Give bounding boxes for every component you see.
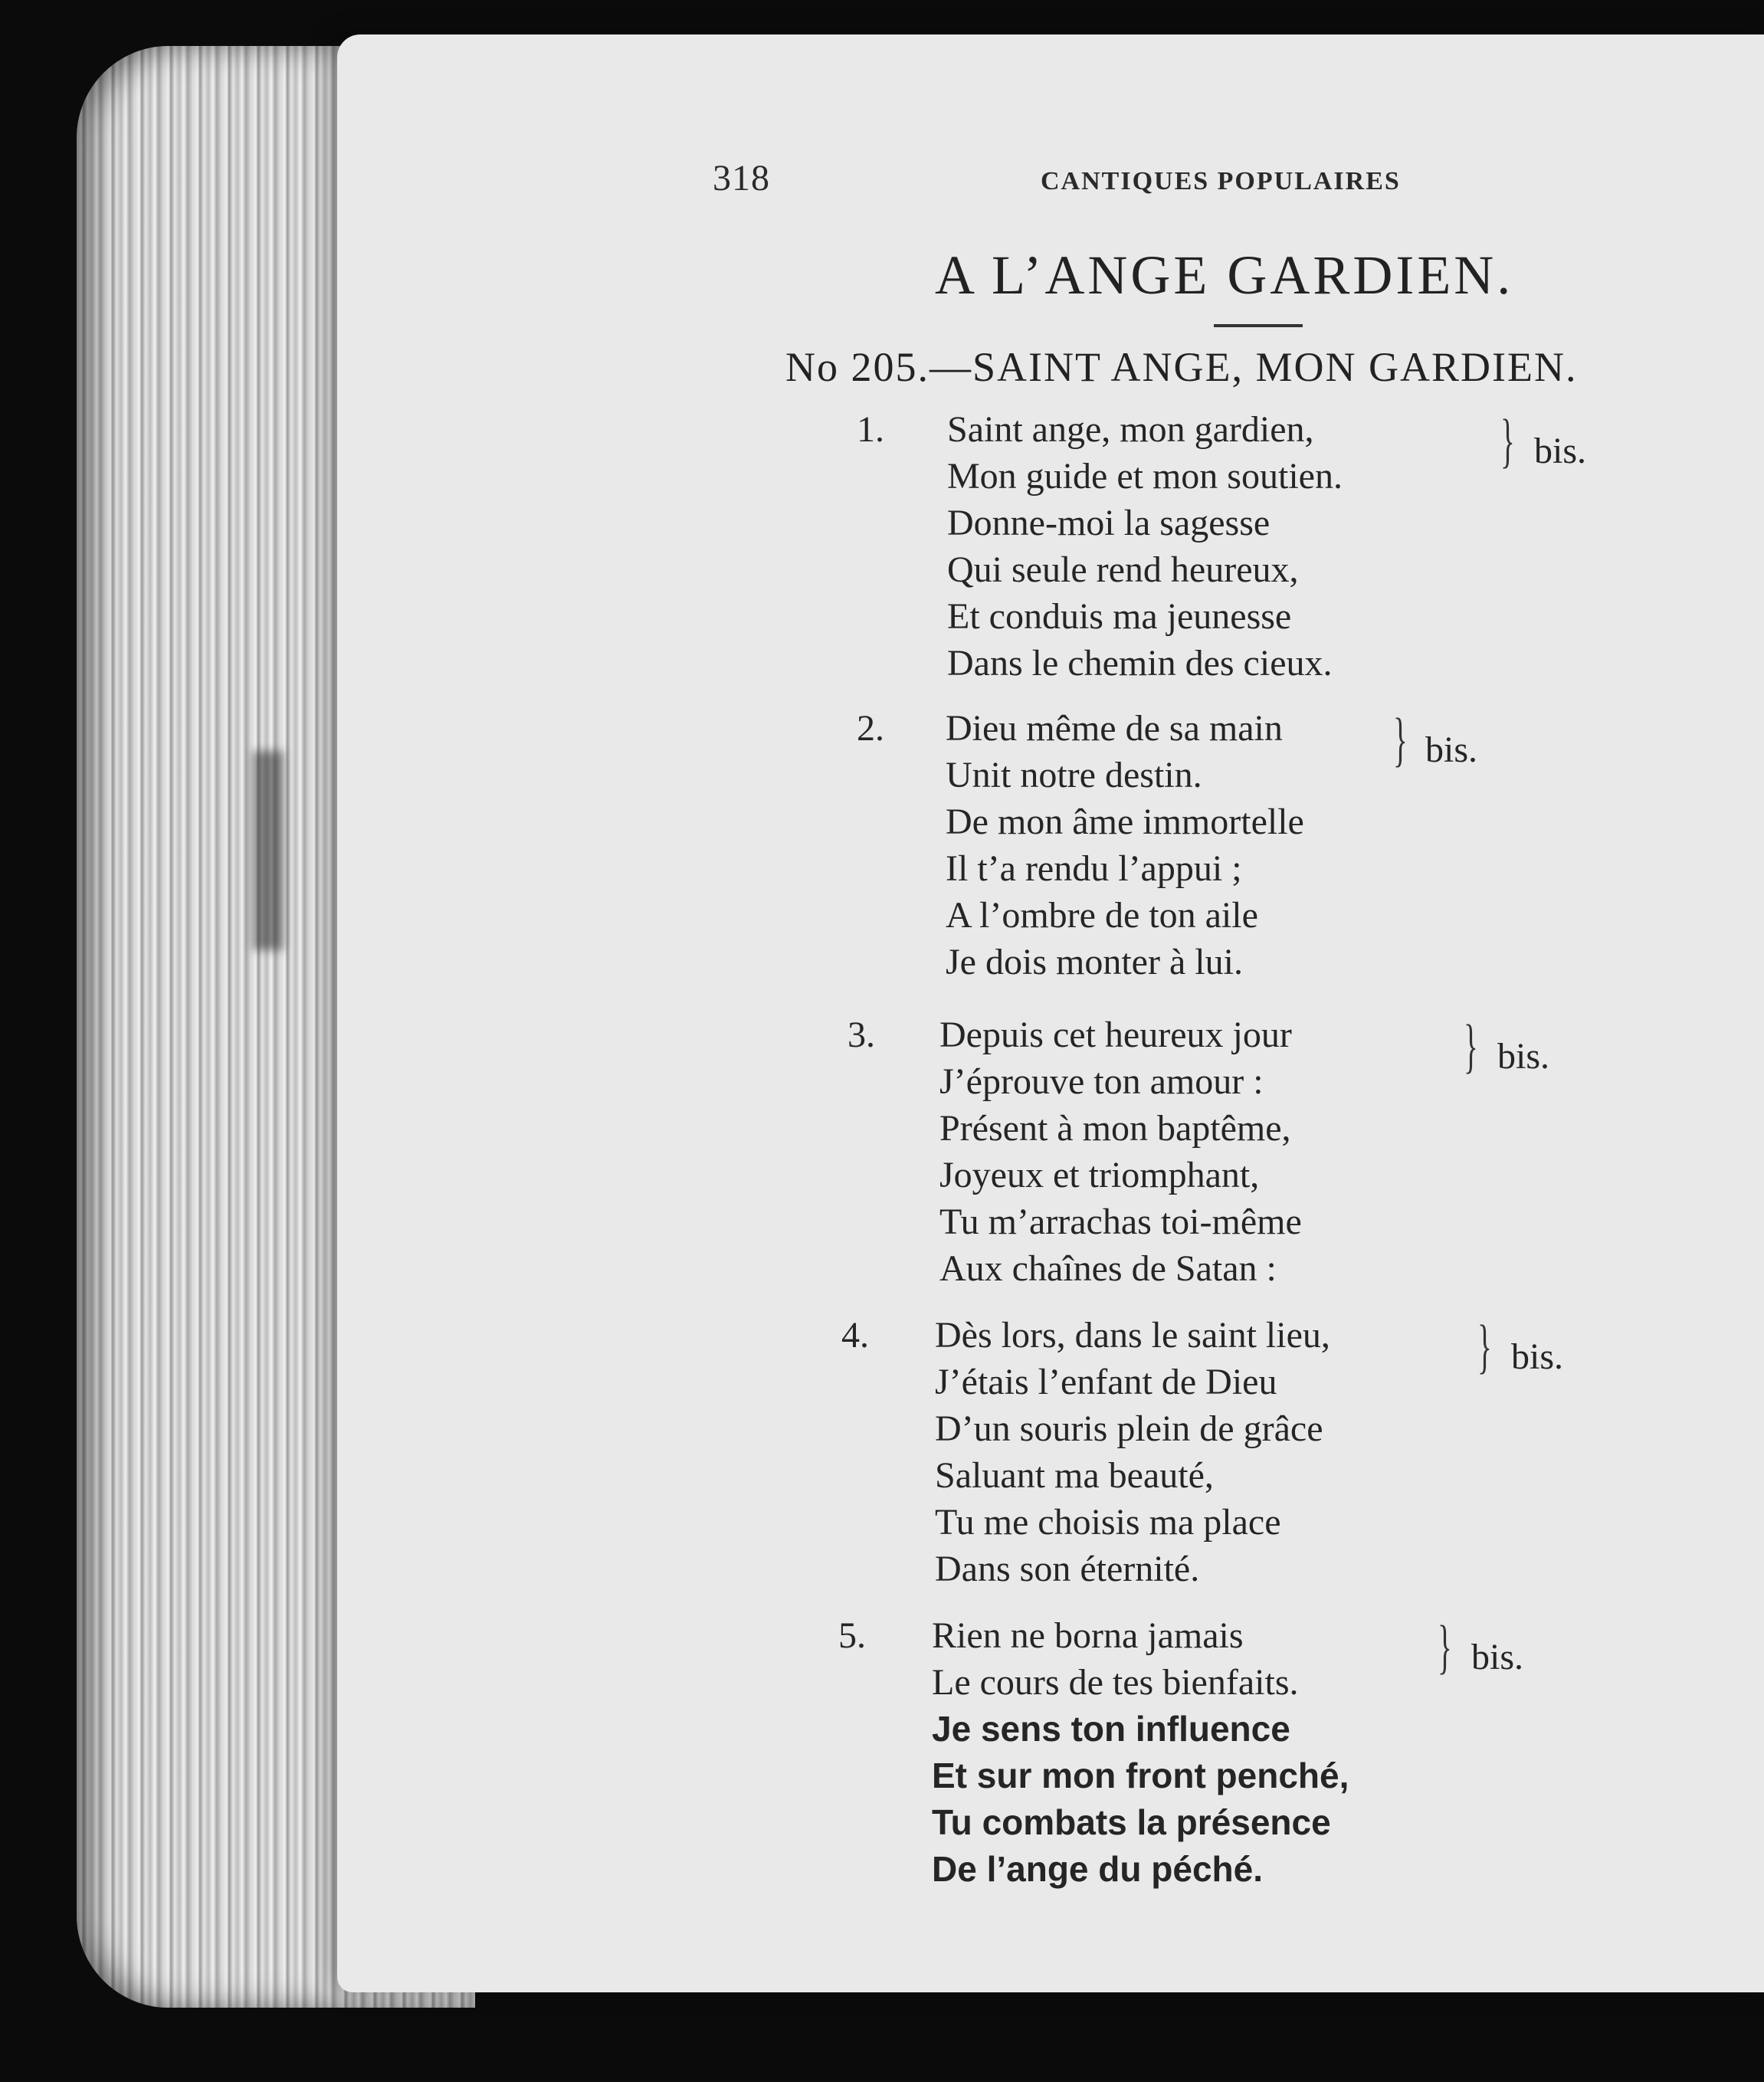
verse-line: Mon guide et mon soutien. [947,456,1343,497]
verse-line: Aux chaînes de Satan : [939,1248,1277,1289]
stanza-lines [932,1612,1349,1893]
verse-line: A l’ombre de ton aile [946,895,1258,936]
title-rule [1214,324,1303,327]
stanza-lines [939,1011,1302,1292]
hymn-title: No 205.—SAINT ANGE, MON GARDIEN. [785,344,1578,390]
stanza-3 [848,1011,1614,1303]
running-title: CANTIQUES POPULAIRES [1041,167,1401,195]
verse-line: Dès lors, dans le saint lieu, [935,1315,1330,1356]
verse-line: Présent à mon baptême, [939,1108,1291,1149]
verse-line: D’un souris plein de grâce [935,1408,1323,1449]
verse-line: De mon âme immortelle [946,802,1304,842]
stanza-lines [935,1312,1330,1592]
verse-line: Dans son éternité. [935,1549,1200,1589]
verse-line: Tu m’arrachas toi-même [939,1202,1302,1242]
stanza-lines [946,705,1304,985]
verse-line: J’éprouve ton amour : [939,1061,1264,1102]
brace-icon: } [1438,1613,1452,1680]
verse-line: Saluant ma beauté, [935,1455,1214,1496]
stanza-number: 1. [857,409,884,450]
verse-line: Et sur mon front penché, [932,1756,1349,1795]
stanza-2 [857,705,1623,996]
verse-line: J’étais l’enfant de Dieu [935,1362,1277,1402]
verse-line: Unit notre destin. [946,755,1202,795]
stanza-4 [841,1312,1608,1603]
brace-icon: } [1393,706,1408,772]
stanza-lines [947,406,1343,687]
refrain-marker: bis. [1425,730,1478,770]
refrain-marker: bis. [1534,431,1587,471]
refrain-marker: bis. [1511,1336,1564,1377]
stanza-5 [838,1612,1605,1919]
verse-line: Le cours de tes bienfaits. [932,1662,1299,1703]
refrain-marker: bis. [1497,1036,1550,1077]
verse-line: Dieu même de sa main [946,708,1283,749]
verse-line: Qui seule rend heureux, [947,549,1299,590]
page-number: 318 [713,158,770,198]
verse-line: Donne-moi la sagesse [947,503,1271,543]
verse-line: Je sens ton influence [932,1709,1290,1749]
verse-line: Rien ne borna jamais [932,1615,1244,1656]
verse-line: De l’ange du péché. [932,1849,1263,1889]
verse-line: Je dois monter à lui. [946,942,1243,982]
section-title: A L’ANGE GARDIEN. [935,244,1514,306]
stanza-number: 4. [841,1315,869,1356]
brace-icon: } [1477,1313,1492,1379]
stanza-1 [857,406,1623,697]
stanza-number: 2. [857,708,884,749]
verse-line: Saint ange, mon gardien, [947,409,1314,450]
verse-line: Il t’a rendu l’appui ; [946,848,1242,889]
stanza-number: 5. [838,1615,866,1656]
verse-line: Depuis cet heureux jour [939,1015,1292,1055]
refrain-marker: bis. [1471,1637,1524,1677]
verse-line: Tu combats la présence [932,1802,1331,1842]
stanza-number: 3. [848,1015,875,1055]
verse-line: Tu me choisis ma place [935,1502,1281,1543]
verse-line: Dans le chemin des cieux. [947,643,1333,684]
verse-line: Et conduis ma jeunesse [947,596,1292,637]
brace-icon: } [1464,1012,1478,1079]
brace-icon: } [1500,407,1515,474]
verse-line: Joyeux et triomphant, [939,1155,1260,1195]
